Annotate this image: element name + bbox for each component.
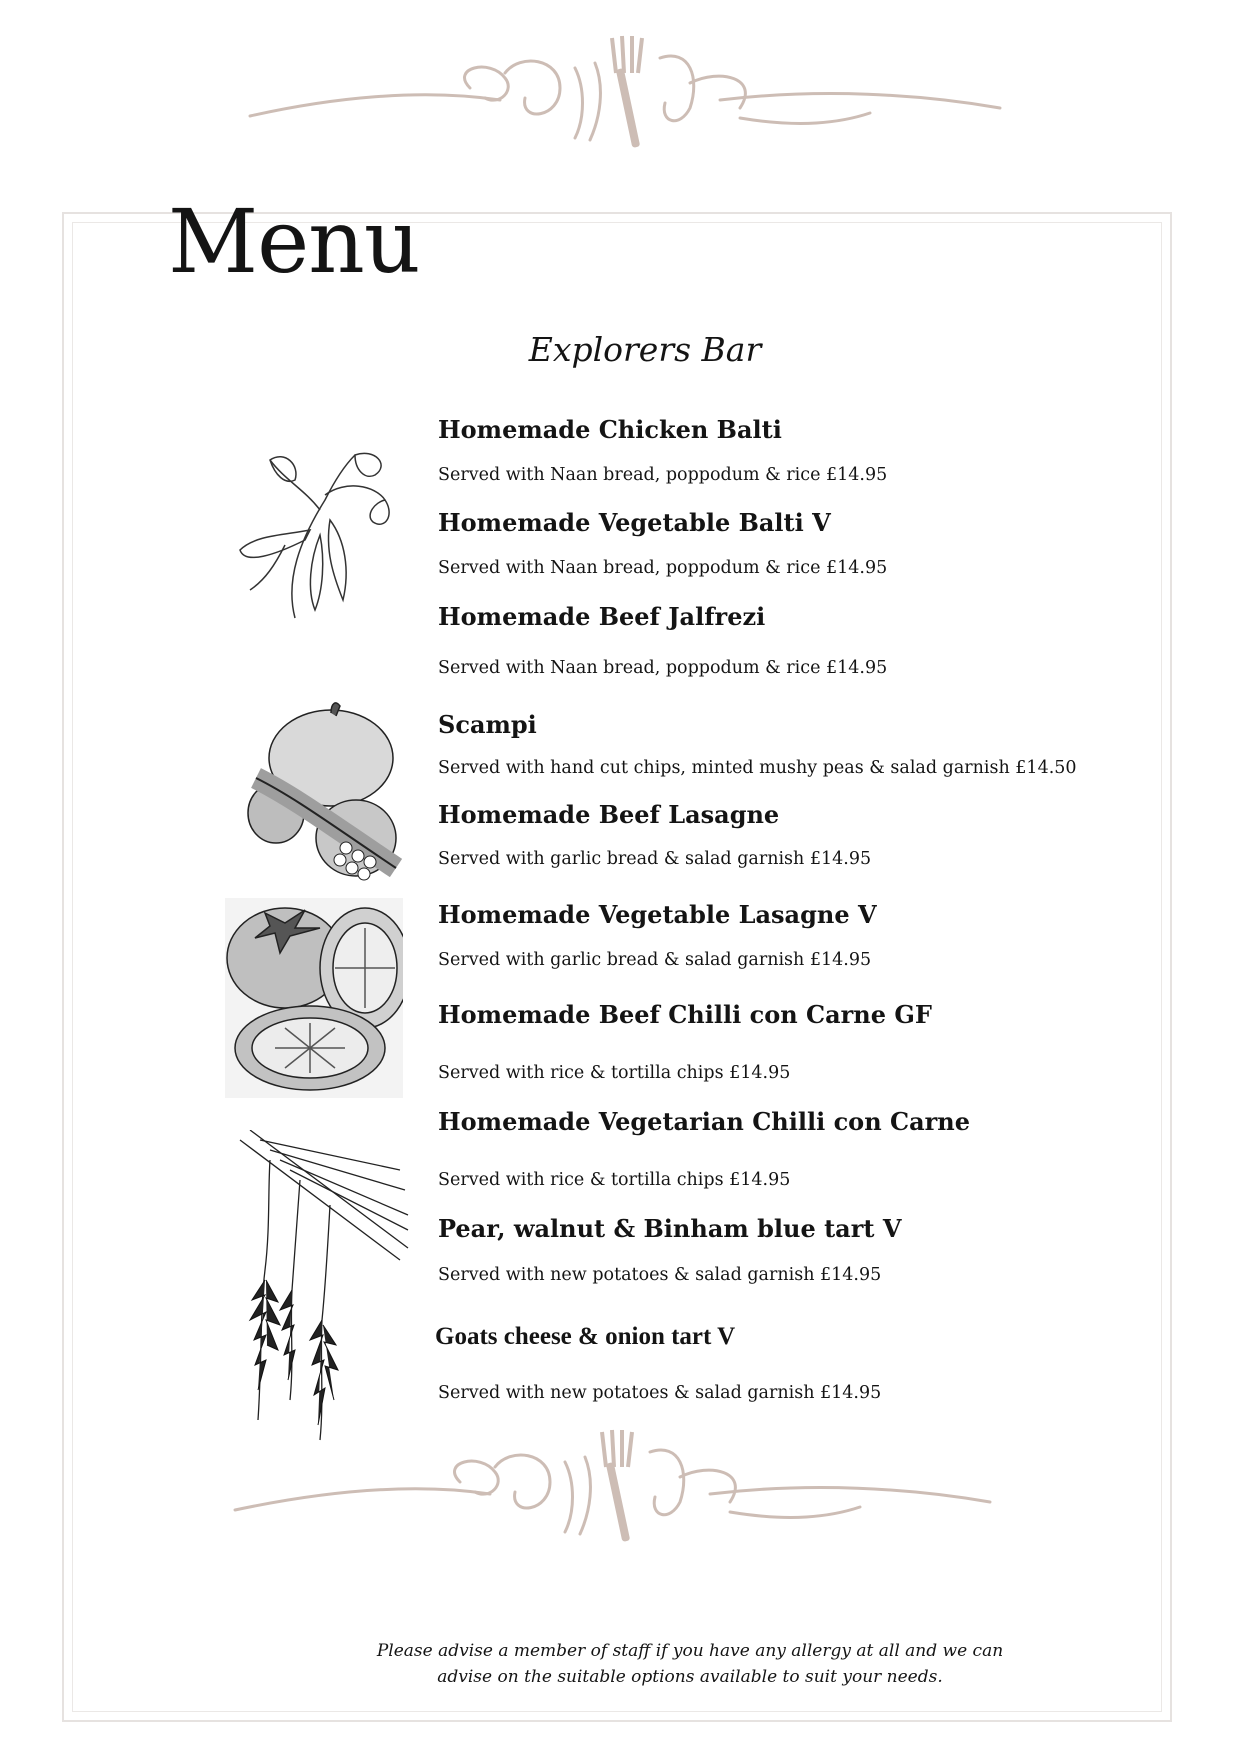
top-flourish-icon xyxy=(0,28,1240,148)
menu-item-description: Served with rice & tortilla chips £14.95 xyxy=(438,1170,791,1190)
hanging-herbs-illustration-icon xyxy=(230,1130,410,1454)
menu-item-name: Homemade Vegetable Lasagne V xyxy=(438,900,877,929)
menu-item-name: Pear, walnut & Binham blue tart V xyxy=(438,1214,902,1243)
menu-item-description: Served with garlic bread & salad garnish £14.95 xyxy=(438,849,872,869)
menu-item-description: Served with new potatoes & salad garnish £14.95 xyxy=(438,1265,882,1285)
menu-item-name: Goats cheese & onion tart V xyxy=(435,1323,736,1350)
menu-item-description: Served with rice & tortilla chips £14.95 xyxy=(438,1063,791,1083)
menu-item-description: Served with hand cut chips, minted mushy peas & salad garnish £14.50 xyxy=(438,758,1077,778)
pumpkin-corn-illustration-icon xyxy=(236,698,406,892)
menu-item-description: Served with new potatoes & salad garnish £14.95 xyxy=(438,1383,882,1403)
bottom-flourish-icon xyxy=(0,1422,1240,1542)
menu-item-description: Served with Naan bread, poppodum & rice £14.95 xyxy=(438,465,888,485)
menu-item-name: Homemade Vegetable Balti V xyxy=(438,508,831,537)
menu-item-name: Homemade Chicken Balti xyxy=(438,415,782,444)
menu-item-description: Served with Naan bread, poppodum & rice £14.95 xyxy=(438,658,888,678)
tomato-illustration-icon xyxy=(225,898,403,1102)
allergy-notice xyxy=(300,1638,1080,1690)
menu-item-name: Homemade Beef Jalfrezi xyxy=(438,602,766,631)
chilli-pepper-illustration-icon xyxy=(225,440,397,624)
menu-item-name: Homemade Vegetarian Chilli con Carne xyxy=(438,1107,971,1136)
menu-item-name: Homemade Beef Chilli con Carne GF xyxy=(438,1000,932,1029)
menu-item-name: Scampi xyxy=(438,710,537,739)
menu-title: Menu xyxy=(168,190,420,293)
allergy-line-1: Please advise a member of staff if you have any allergy at all and we can xyxy=(376,1641,1004,1661)
menu-item-description: Served with Naan bread, poppodum & rice £14.95 xyxy=(438,558,888,578)
menu-item-description: Served with garlic bread & salad garnish £14.95 xyxy=(438,950,872,970)
allergy-line-2: advise on the suitable options available to suit your needs. xyxy=(437,1667,943,1687)
menu-item-name: Homemade Beef Lasagne xyxy=(438,800,780,829)
venue-name: Explorers Bar xyxy=(528,330,762,369)
